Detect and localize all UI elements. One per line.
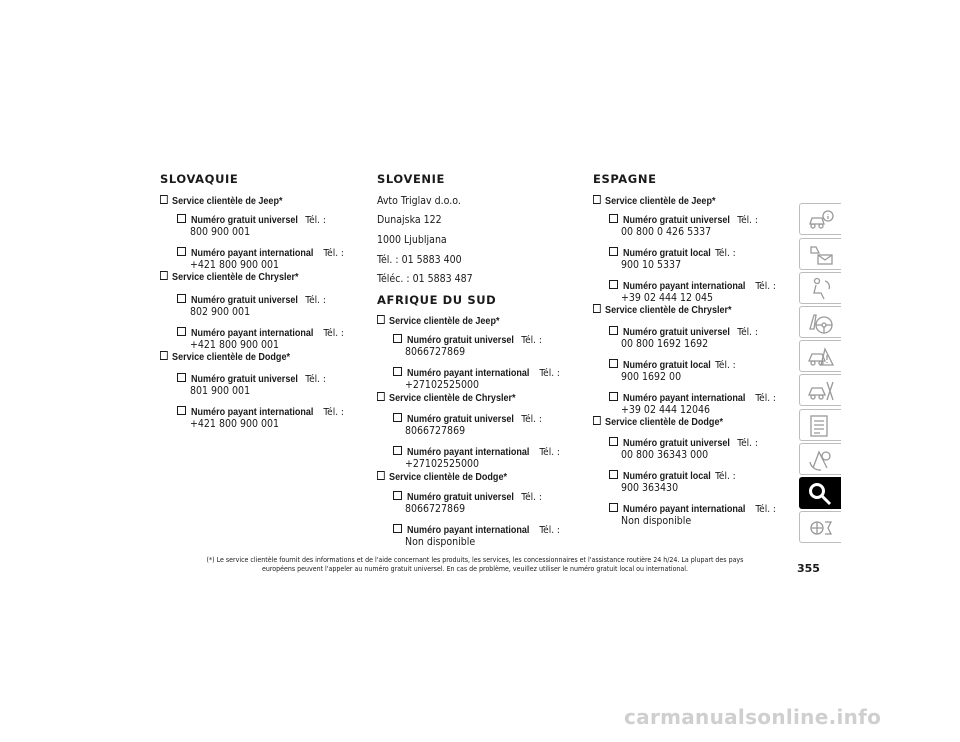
checkbox-icon	[609, 247, 618, 256]
line-label: Numéro gratuit universel Tél. :	[609, 326, 758, 338]
address-line: 1000 Ljubljana	[377, 234, 447, 246]
footnote	[160, 556, 790, 574]
footnote-line: européens peuvent l'appeler au numéro gratuit universel. En cas de problème, veuillez utiliser le numéro gratuit local ou international.	[261, 565, 689, 573]
checkbox-icon	[609, 470, 618, 479]
checkbox-icon	[609, 392, 618, 401]
line-label: Numéro payant international Tél. :	[393, 367, 560, 379]
fax-line: Téléc. : 01 5883 487	[377, 273, 473, 285]
phone-value: 8066727869	[405, 425, 466, 437]
checkbox-icon	[393, 413, 402, 422]
service-dodge: Service clientèle de Dodge*	[593, 416, 723, 428]
heading-afrique-du-sud: AFRIQUE DU SUD	[377, 293, 497, 307]
car-crash-icon	[807, 345, 835, 369]
line-label: Numéro gratuit universel Tél. :	[177, 373, 326, 385]
phone-value: Non disponible	[621, 515, 692, 527]
checkbox-icon	[393, 367, 402, 376]
address-line: Dunajska 122	[377, 214, 442, 226]
service-chrysler: Service clientèle de Chrysler*	[593, 304, 732, 316]
checkbox-icon	[593, 304, 601, 313]
checkbox-icon	[609, 437, 618, 446]
checkbox-icon	[177, 373, 186, 382]
service-jeep: Service clientèle de Jeep*	[160, 195, 282, 207]
phone-value: +39 02 444 12046	[621, 404, 711, 416]
service-dodge: Service clientèle de Dodge*	[160, 351, 290, 363]
checkbox-icon	[609, 326, 618, 335]
footnote-line: (*) Le service clientèle fournit des informations et de l'aide concernant les produits, les services, les concessionnaires et l'assistance routière 24 h/24. La plupart des pays	[206, 556, 744, 564]
phone-value: 900 1692 00	[621, 371, 682, 383]
checkbox-icon	[160, 195, 168, 204]
phone-value: +27102525000	[405, 379, 480, 391]
checkbox-icon	[177, 294, 186, 303]
seat-airbag-icon	[807, 277, 835, 301]
service-chrysler: Service clientèle de Chrysler*	[377, 392, 516, 404]
phone-value: +421 800 900 001	[190, 259, 280, 271]
checkbox-icon	[160, 271, 168, 280]
phone-value: +27102525000	[405, 458, 480, 470]
address-line: Avto Triglav d.o.o.	[377, 195, 461, 207]
line-label: Numéro payant international Tél. :	[609, 392, 776, 404]
phone-value: 800 900 001	[190, 226, 251, 238]
phone-value: 00 800 0 426 5337	[621, 226, 712, 238]
checkbox-icon	[177, 214, 186, 223]
tab-car-crash[interactable]	[799, 340, 841, 372]
phone-value: 8066727869	[405, 346, 466, 358]
line-label: Numéro gratuit universel Tél. :	[393, 491, 542, 503]
search-icon	[807, 482, 835, 506]
checkbox-icon	[393, 446, 402, 455]
tab-checklist[interactable]	[799, 409, 841, 441]
line-label: Numéro gratuit universel Tél. :	[177, 294, 326, 306]
line-label: Numéro gratuit local Tél. :	[609, 247, 736, 259]
car-info-icon	[807, 208, 835, 232]
checkbox-icon	[377, 315, 385, 324]
checkbox-icon	[609, 359, 618, 368]
heading-slovenie: SLOVENIE	[377, 172, 445, 186]
car-tools-icon	[807, 379, 835, 403]
service-jeep: Service clientèle de Jeep*	[377, 315, 499, 327]
checkbox-icon	[593, 416, 601, 425]
checkbox-icon	[177, 327, 186, 336]
line-label: Numéro payant international Tél. :	[393, 524, 560, 536]
phone-value: 900 10 5337	[621, 259, 682, 271]
line-label: Numéro payant international Tél. :	[393, 446, 560, 458]
line-label: Numéro payant international Tél. :	[177, 327, 344, 339]
tab-car-mail[interactable]	[799, 238, 841, 270]
line-label: Numéro gratuit universel Tél. :	[393, 334, 542, 346]
tab-navigation[interactable]	[799, 443, 841, 475]
phone-value: Non disponible	[405, 536, 476, 548]
checkbox-icon	[393, 491, 402, 500]
checkbox-icon	[177, 406, 186, 415]
phone-value: 900 363430	[621, 482, 679, 494]
line-label: Numéro gratuit universel Tél. :	[177, 214, 326, 226]
line-label: Numéro payant international Tél. :	[609, 280, 776, 292]
phone-value: 802 900 001	[190, 306, 251, 318]
phone-value: 00 800 36343 000	[621, 449, 709, 461]
line-label: Numéro gratuit universel Tél. :	[609, 214, 758, 226]
tab-seat-airbag[interactable]	[799, 272, 841, 304]
language-icon	[807, 516, 835, 540]
page-number: 355	[797, 562, 820, 575]
watermark: carmanualsonline.info	[624, 705, 882, 729]
checklist-icon	[807, 414, 835, 438]
tab-car-info[interactable]	[799, 203, 841, 235]
phone-value: +421 800 900 001	[190, 418, 280, 430]
service-chrysler: Service clientèle de Chrysler*	[160, 271, 299, 283]
heading-slovaquie: SLOVAQUIE	[160, 172, 239, 186]
service-dodge: Service clientèle de Dodge*	[377, 471, 507, 483]
tab-car-tools[interactable]	[799, 374, 841, 406]
phone-value: 8066727869	[405, 503, 466, 515]
checkbox-icon	[609, 280, 618, 289]
tab-search[interactable]	[799, 477, 841, 509]
checkbox-icon	[377, 392, 385, 401]
line-label: Numéro payant international Tél. :	[177, 247, 344, 259]
phone-value: 801 900 001	[190, 385, 251, 397]
phone-value: +421 800 900 001	[190, 339, 280, 351]
checkbox-icon	[377, 471, 385, 480]
tab-steering-wheel[interactable]	[799, 306, 841, 338]
navigation-icon	[807, 448, 835, 472]
phone-value: +39 02 444 12 045	[621, 292, 714, 304]
checkbox-icon	[593, 195, 601, 204]
checkbox-icon	[609, 214, 618, 223]
line-label: Numéro gratuit universel Tél. :	[393, 413, 542, 425]
checkbox-icon	[160, 351, 168, 360]
tab-language[interactable]	[799, 511, 841, 543]
car-mail-icon	[807, 243, 835, 267]
service-jeep: Service clientèle de Jeep*	[593, 195, 715, 207]
line-label: Numéro payant international Tél. :	[177, 406, 344, 418]
checkbox-icon	[393, 524, 402, 533]
steering-wheel-icon	[807, 311, 835, 335]
checkbox-icon	[609, 503, 618, 512]
line-label: Numéro gratuit universel Tél. :	[609, 437, 758, 449]
line-label: Numéro payant international Tél. :	[609, 503, 776, 515]
checkbox-icon	[177, 247, 186, 256]
phone-line: Tél. : 01 5883 400	[377, 254, 462, 266]
heading-espagne: ESPAGNE	[593, 172, 657, 186]
line-label: Numéro gratuit local Tél. :	[609, 470, 736, 482]
checkbox-icon	[393, 334, 402, 343]
line-label: Numéro gratuit local Tél. :	[609, 359, 736, 371]
phone-value: 00 800 1692 1692	[621, 338, 709, 350]
